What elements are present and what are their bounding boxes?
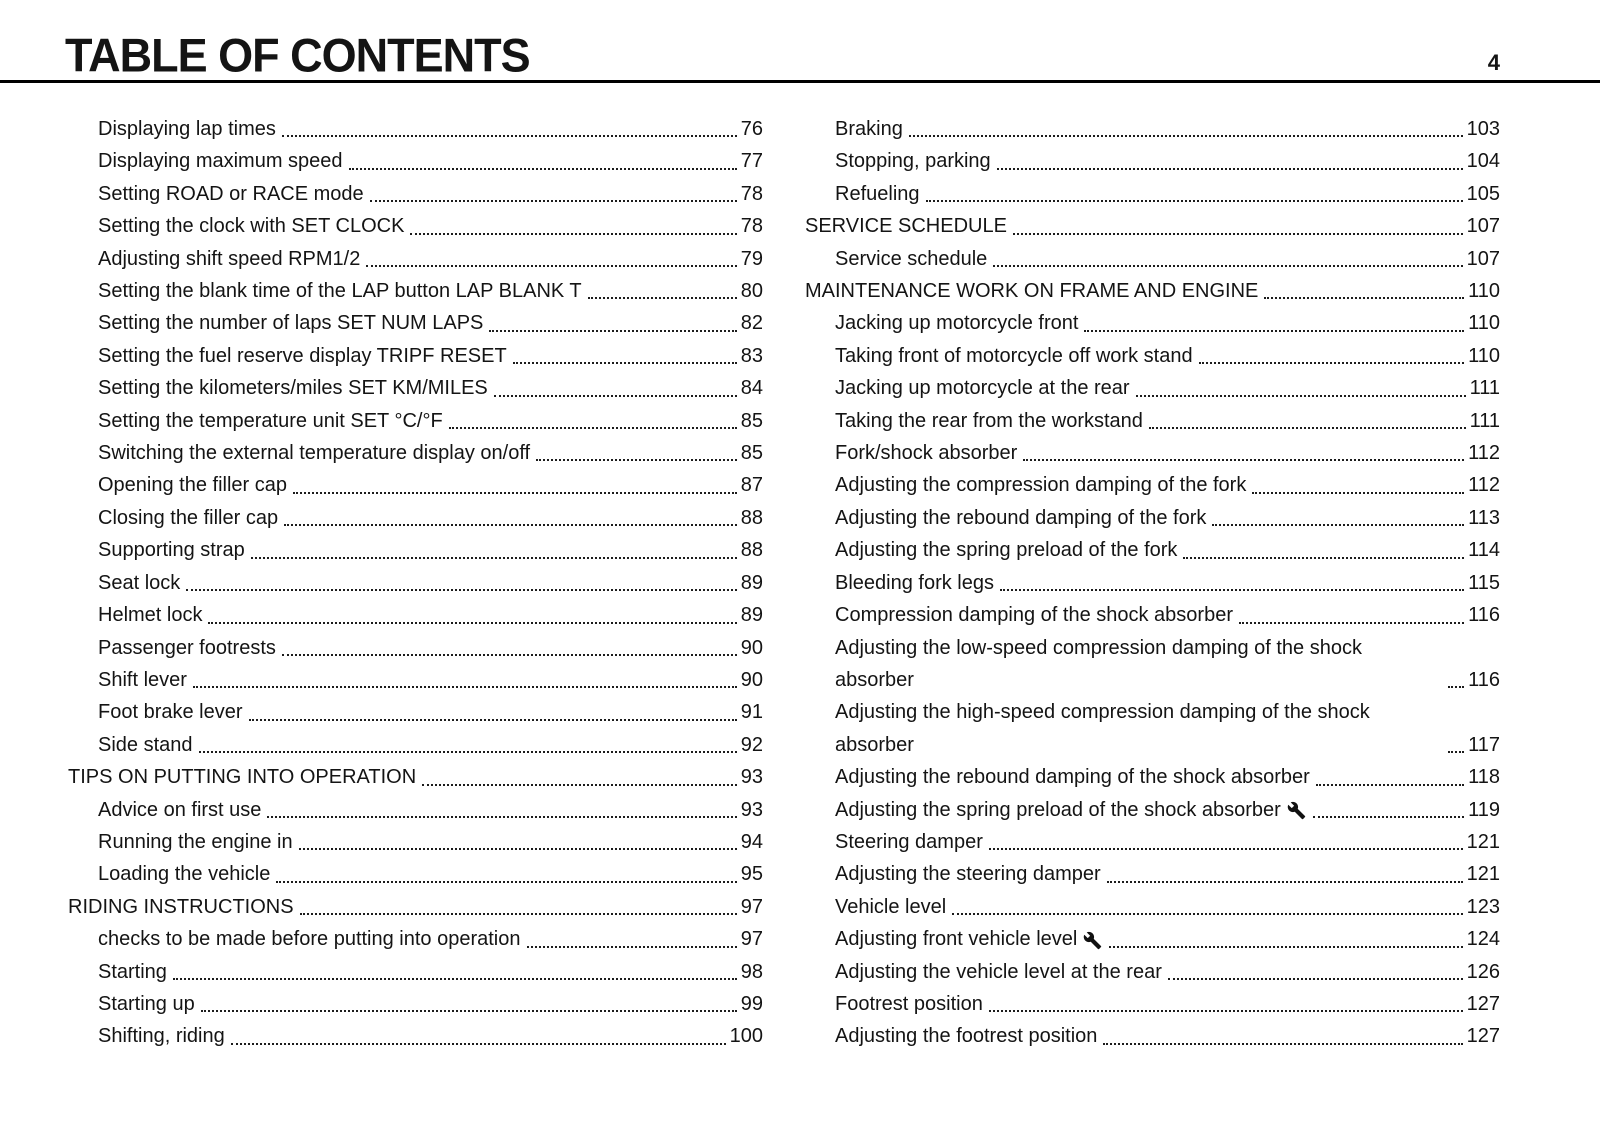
dot-leader: [494, 395, 737, 397]
toc-entry: [835, 145, 1500, 177]
toc-entry: [98, 437, 763, 469]
toc-entry: [98, 145, 763, 177]
toc-entry-label: Bleeding fork legs: [835, 571, 994, 594]
toc-entry-page: 94: [740, 830, 763, 853]
toc-entry-page: 119: [1468, 798, 1500, 821]
dot-leader: [489, 330, 736, 332]
dot-leader: [1313, 816, 1464, 818]
toc-entry: [98, 826, 763, 858]
page-number: 4: [1487, 50, 1500, 75]
toc-entry-label: Foot brake lever: [98, 701, 243, 724]
toc-entry: [98, 988, 763, 1020]
toc-entry-page: 80: [740, 280, 763, 303]
toc-entry-page: 100: [729, 1025, 763, 1048]
toc-entry: [98, 794, 763, 826]
toc-entry-label: Adjusting the spring preload of the fork: [835, 539, 1178, 562]
toc-entry: [98, 307, 763, 339]
toc-entry-label: Starting: [98, 960, 167, 983]
toc-entry: [835, 567, 1500, 599]
toc-entry-label: Passenger footrests: [98, 636, 276, 659]
toc-entry: [835, 761, 1500, 793]
dot-leader: [300, 913, 737, 915]
dot-leader: [527, 946, 737, 948]
toc-entry-label: Fork/shock absorber: [835, 442, 1018, 465]
toc-entry-label: SERVICE SCHEDULE: [805, 215, 1007, 238]
toc-entry-page: 88: [740, 539, 763, 562]
dot-leader: [267, 816, 736, 818]
toc-entry-page: 114: [1468, 539, 1500, 562]
toc-entry-label: Closing the filler cap: [98, 506, 279, 529]
toc-entry-page: 78: [740, 182, 763, 205]
dot-leader: [536, 459, 737, 461]
toc-entry-page: 113: [1468, 506, 1500, 529]
dot-leader: [909, 135, 1463, 137]
toc-entry: [98, 567, 763, 599]
toc-entry-label: Displaying maximum speed: [98, 150, 343, 173]
dot-leader: [1264, 297, 1464, 299]
dot-leader: [1023, 459, 1464, 461]
toc-entry-label: Adjusting the low-speed compression damping of the shock absorber: [835, 636, 1362, 691]
toc-entry-label: Setting the fuel reserve display TRIPF RESET: [98, 344, 507, 367]
dot-leader: [1136, 395, 1466, 397]
toc-entry-label: Adjusting the high-speed compression damping of the shock absorber: [835, 701, 1370, 756]
toc-entry-page: 83: [740, 344, 763, 367]
toc-entry-label: Setting the blank time of the LAP button LAP BLANK T: [98, 280, 582, 303]
toc-entry-label: Adjusting the rebound damping of the shock absorber: [835, 766, 1310, 789]
toc-entry: [98, 632, 763, 664]
toc-entry: [835, 469, 1500, 501]
toc-entry: [835, 307, 1500, 339]
toc-entry: [835, 534, 1500, 566]
toc-entry-page: 85: [740, 409, 763, 432]
toc-entry-page: 117: [1468, 733, 1500, 756]
dot-leader: [513, 362, 737, 364]
toc-entry-page: 87: [740, 474, 763, 497]
toc-entry: [98, 178, 763, 210]
toc-entry-label: Refueling: [835, 182, 920, 205]
dot-leader: [952, 913, 1462, 915]
dot-leader: [370, 200, 737, 202]
toc-entry-label: Adjusting shift speed RPM1/2: [98, 247, 361, 270]
toc-entry-label: Adjusting the rebound damping of the fork: [835, 506, 1207, 529]
toc-entry-label: Opening the filler cap: [98, 474, 288, 497]
toc-entry-label: Steering damper: [835, 830, 983, 853]
toc-entry: [835, 696, 1500, 761]
dot-leader: [1448, 686, 1464, 688]
toc-entry: [805, 210, 1500, 242]
page-header: [0, 0, 1600, 83]
dot-leader: [410, 233, 736, 235]
toc-entry-page: 89: [740, 604, 763, 627]
toc-entry-page: 76: [740, 118, 763, 140]
dot-leader: [993, 265, 1462, 267]
dot-leader: [1103, 1043, 1462, 1045]
toc-entry-page: 77: [740, 150, 763, 173]
toc-entry: [98, 664, 763, 696]
toc-entry-label: Setting the number of laps SET NUM LAPS: [98, 312, 484, 335]
toc-entry-page: 89: [740, 571, 763, 594]
toc-entry: [835, 1020, 1500, 1052]
toc-entry-label: Adjusting the footrest position: [835, 1025, 1098, 1048]
toc-entry-label: MAINTENANCE WORK ON FRAME AND ENGINE: [805, 280, 1259, 303]
toc-entry-label: Footrest position: [835, 992, 983, 1015]
dot-leader: [1013, 233, 1463, 235]
toc-entry-page: 92: [740, 733, 763, 756]
dot-leader: [1000, 589, 1464, 591]
toc-entry-label: Jacking up motorcycle at the rear: [835, 377, 1130, 400]
dot-leader: [293, 492, 737, 494]
dot-leader: [449, 427, 737, 429]
toc-entry-page: 90: [740, 636, 763, 659]
dot-leader: [1084, 330, 1464, 332]
toc-entry: [68, 761, 763, 793]
toc-entry-page: 116: [1468, 668, 1500, 691]
toc-entry-label: Service schedule: [835, 247, 988, 270]
toc-entry: [835, 599, 1500, 631]
toc-entry-label: Adjusting the vehicle level at the rear: [835, 960, 1162, 983]
toc-entry-page: 112: [1468, 442, 1500, 465]
toc-entry-page: 85: [740, 442, 763, 465]
dot-leader: [1109, 946, 1462, 948]
dot-leader: [282, 135, 737, 137]
toc-entry: [68, 891, 763, 923]
toc-entry: [835, 891, 1500, 923]
toc-entry-label: Starting up: [98, 992, 195, 1015]
dot-leader: [1239, 622, 1464, 624]
toc-entry: [98, 340, 763, 372]
dot-leader: [1316, 784, 1464, 786]
toc-entry: [835, 858, 1500, 890]
toc-entry-label: Setting the temperature unit SET °C/°F: [98, 409, 443, 432]
toc-entry-label: Helmet lock: [98, 604, 203, 627]
toc-entry-label: Side stand: [98, 733, 193, 756]
wrench-icon: [1083, 931, 1102, 950]
toc-entry-label: Loading the vehicle: [98, 863, 271, 886]
toc-entry-page: 97: [740, 895, 763, 918]
toc-entry-page: 78: [740, 215, 763, 238]
toc-entry-label: Stopping, parking: [835, 150, 991, 173]
toc-entry-label: RIDING INSTRUCTIONS: [68, 895, 294, 918]
table-of-contents: [0, 83, 1600, 1053]
dot-leader: [208, 622, 736, 624]
toc-entry-label: Shift lever: [98, 668, 187, 691]
toc-entry-page: 105: [1466, 182, 1500, 205]
toc-entry-label: Taking the rear from the workstand: [835, 409, 1143, 432]
toc-left-column: [68, 113, 763, 1053]
toc-entry: [835, 632, 1500, 697]
toc-entry: [835, 243, 1500, 275]
wrench-icon: [1287, 801, 1306, 820]
toc-entry-label: Advice on first use: [98, 798, 262, 821]
toc-entry-page: 104: [1466, 150, 1500, 173]
toc-entry-label: Adjusting front vehicle level: [835, 928, 1078, 951]
toc-entry-page: 84: [740, 377, 763, 400]
toc-entry: [98, 243, 763, 275]
dot-leader: [249, 719, 737, 721]
toc-entry: [835, 405, 1500, 437]
dot-leader: [1168, 978, 1463, 980]
toc-entry-page: 110: [1468, 280, 1500, 303]
toc-entry-label: Shifting, riding: [98, 1025, 225, 1048]
toc-entry-label: Supporting strap: [98, 539, 245, 562]
toc-entry: [98, 534, 763, 566]
toc-entry-page: 121: [1466, 830, 1500, 853]
toc-entry-label: Seat lock: [98, 571, 181, 594]
toc-entry-page: 127: [1466, 992, 1500, 1015]
toc-entry-label: Setting the kilometers/miles SET KM/MILES: [98, 377, 488, 400]
toc-entry: [98, 923, 763, 955]
toc-entry: [98, 502, 763, 534]
toc-entry-page: 127: [1466, 1025, 1500, 1048]
dot-leader: [926, 200, 1463, 202]
toc-entry-page: 111: [1469, 409, 1500, 432]
toc-entry-page: 103: [1466, 118, 1500, 140]
toc-entry-page: 98: [740, 960, 763, 983]
toc-entry: [835, 956, 1500, 988]
toc-entry: [98, 956, 763, 988]
toc-entry-label: Jacking up motorcycle front: [835, 312, 1079, 335]
toc-entry-page: 93: [740, 798, 763, 821]
dot-leader: [284, 524, 737, 526]
toc-entry-page: 79: [740, 247, 763, 270]
toc-entry-page: 118: [1468, 766, 1500, 789]
dot-leader: [201, 1010, 737, 1012]
toc-entry-page: 107: [1466, 247, 1500, 270]
toc-entry-label: Setting the clock with SET CLOCK: [98, 215, 405, 238]
dot-leader: [1183, 557, 1464, 559]
toc-entry-page: 126: [1466, 960, 1500, 983]
toc-entry: [98, 405, 763, 437]
toc-entry-label: Adjusting the compression damping of the fork: [835, 474, 1247, 497]
toc-entry: [835, 178, 1500, 210]
toc-entry: [835, 988, 1500, 1020]
dot-leader: [251, 557, 737, 559]
dot-leader: [1252, 492, 1464, 494]
toc-entry-label: Switching the external temperature display on/off: [98, 442, 531, 465]
toc-entry-page: 93: [740, 766, 763, 789]
dot-leader: [1199, 362, 1465, 364]
toc-entry: [835, 794, 1500, 826]
dot-leader: [1107, 881, 1463, 883]
toc-entry: [98, 469, 763, 501]
toc-entry-page: 82: [740, 312, 763, 335]
dot-leader: [997, 168, 1463, 170]
toc-entry: [98, 275, 763, 307]
dot-leader: [989, 1010, 1463, 1012]
toc-entry-label: Taking front of motorcycle off work stand: [835, 344, 1193, 367]
toc-entry: [98, 696, 763, 728]
dot-leader: [1448, 751, 1464, 753]
toc-entry: [835, 437, 1500, 469]
dot-leader: [173, 978, 737, 980]
dot-leader: [989, 848, 1463, 850]
dot-leader: [282, 654, 737, 656]
toc-entry-page: 97: [740, 928, 763, 951]
toc-entry-page: 121: [1466, 863, 1500, 886]
toc-entry-page: 110: [1468, 312, 1500, 335]
toc-entry-label: TIPS ON PUTTING INTO OPERATION: [68, 766, 417, 789]
dot-leader: [588, 297, 737, 299]
toc-entry: [98, 599, 763, 631]
toc-entry: [98, 729, 763, 761]
toc-entry: [805, 275, 1500, 307]
toc-entry-label: Setting ROAD or RACE mode: [98, 182, 364, 205]
dot-leader: [349, 168, 737, 170]
page-title: TABLE OF CONTENTS: [65, 28, 530, 83]
toc-entry-label: Vehicle level: [835, 895, 947, 918]
toc-entry: [835, 826, 1500, 858]
toc-entry: [98, 1020, 763, 1052]
toc-entry-page: 99: [740, 992, 763, 1015]
dot-leader: [186, 589, 736, 591]
toc-entry: [98, 372, 763, 404]
toc-entry-label: Braking: [835, 118, 903, 140]
dot-leader: [299, 848, 737, 850]
toc-entry: [98, 210, 763, 242]
toc-entry-label: Adjusting the steering damper: [835, 863, 1101, 886]
toc-entry: [835, 113, 1500, 145]
toc-entry-label: checks to be made before putting into operation: [98, 928, 521, 951]
toc-entry-page: 124: [1466, 928, 1500, 951]
dot-leader: [193, 686, 737, 688]
toc-entry: [835, 340, 1500, 372]
dot-leader: [276, 881, 736, 883]
toc-entry-page: 123: [1466, 895, 1500, 918]
toc-entry: [835, 502, 1500, 534]
toc-entry: [835, 923, 1500, 955]
toc-entry-label: Compression damping of the shock absorber: [835, 604, 1233, 627]
toc-entry-page: 107: [1466, 215, 1500, 238]
toc-entry-label: Running the engine in: [98, 830, 293, 853]
toc-entry-page: 116: [1468, 604, 1500, 627]
toc-entry-page: 111: [1469, 377, 1500, 400]
toc-entry-page: 95: [740, 863, 763, 886]
toc-entry-page: 110: [1468, 344, 1500, 367]
toc-entry-page: 91: [740, 701, 763, 724]
toc-entry-label: Adjusting the spring preload of the shock absorber: [835, 798, 1281, 821]
dot-leader: [231, 1043, 726, 1045]
toc-entry-page: 88: [740, 506, 763, 529]
dot-leader: [422, 784, 737, 786]
toc-entry-page: 115: [1468, 571, 1500, 594]
dot-leader: [199, 751, 737, 753]
toc-entry: [835, 372, 1500, 404]
toc-entry-page: 112: [1468, 474, 1500, 497]
toc-entry: [98, 858, 763, 890]
dot-leader: [366, 265, 736, 267]
toc-entry-label: Displaying lap times: [98, 118, 276, 140]
dot-leader: [1212, 524, 1464, 526]
toc-entry: [98, 113, 763, 145]
toc-right-column: [805, 113, 1500, 1053]
dot-leader: [1149, 427, 1466, 429]
toc-entry-page: 90: [740, 668, 763, 691]
